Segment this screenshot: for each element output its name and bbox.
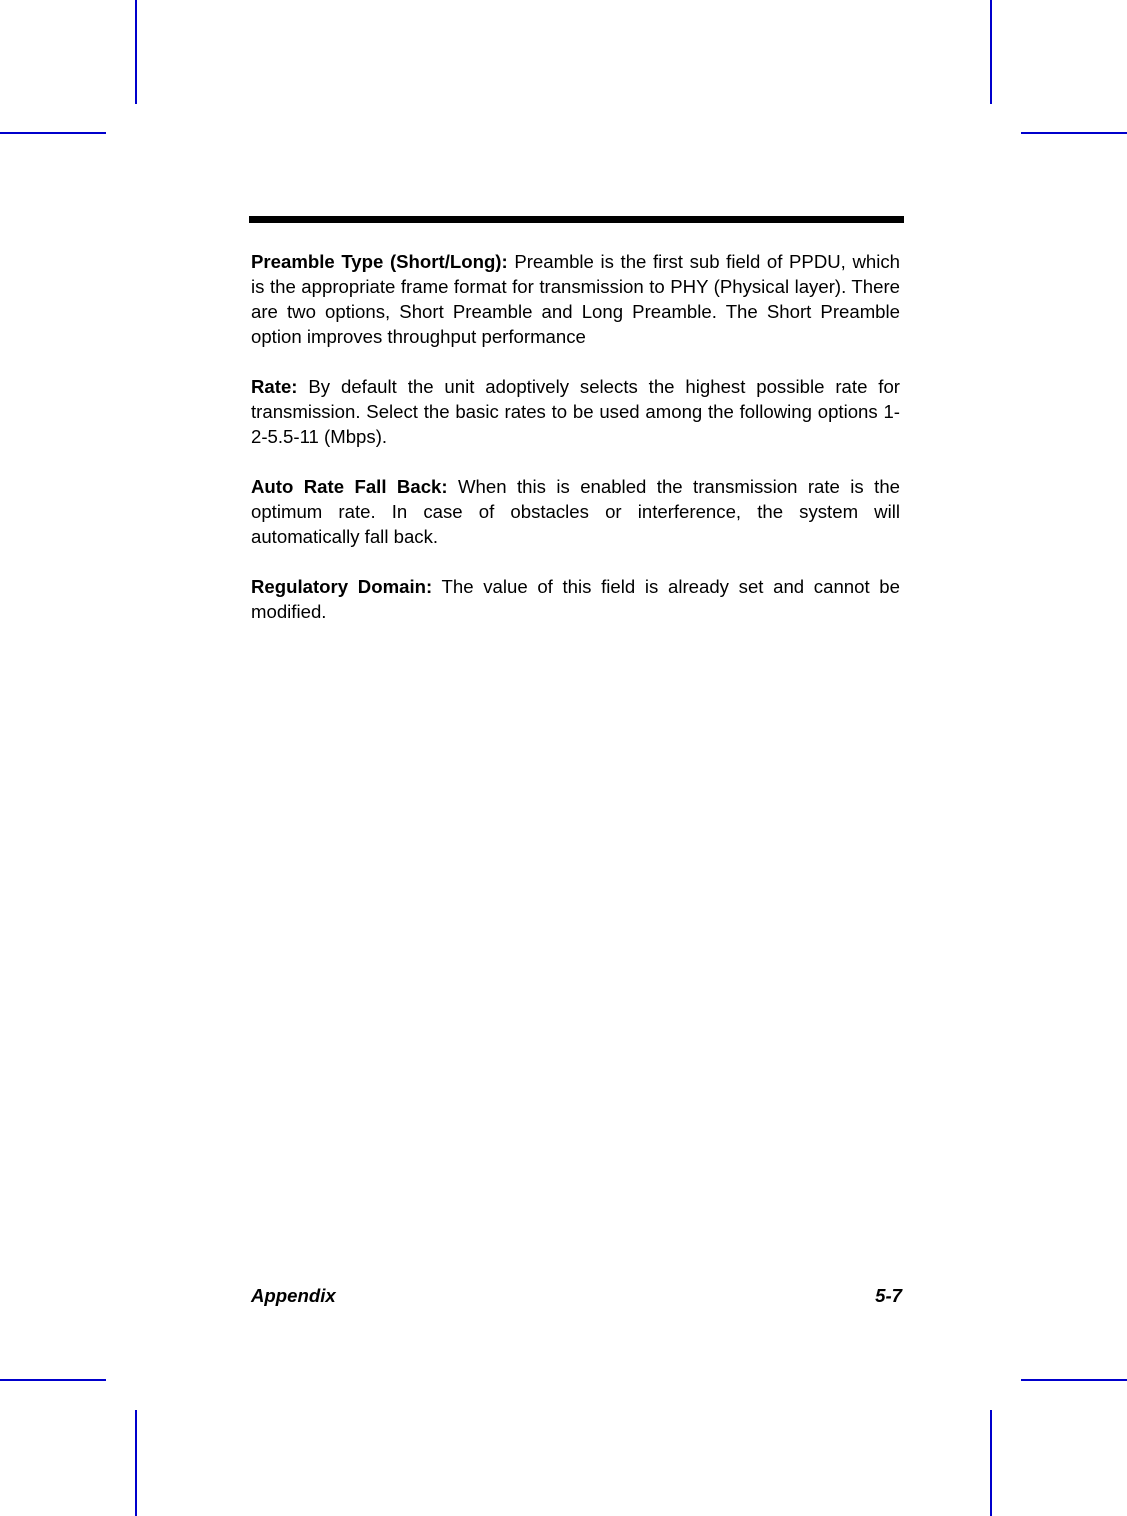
crop-mark-top-right-horizontal — [1021, 132, 1127, 134]
footer-page-number: 5-7 — [875, 1285, 902, 1306]
term-auto-rate-fall-back: Auto Rate Fall Back: — [251, 476, 448, 497]
paragraph-rate — [251, 374, 900, 449]
footer-section-title: Appendix — [251, 1285, 336, 1306]
description-rate: By default the unit adoptively selects the highest possible rate for transmission. Select the basic rates to be used among the following options 1-2-5.5-11 (Mbps). — [251, 376, 900, 447]
paragraph-preamble-type — [251, 249, 900, 349]
page-body — [251, 249, 900, 649]
crop-mark-bottom-right-horizontal — [1021, 1379, 1127, 1381]
paragraph-regulatory-domain — [251, 574, 900, 624]
crop-mark-bottom-left-horizontal — [0, 1379, 106, 1381]
term-preamble-type: Preamble Type (Short/Long): — [251, 251, 508, 272]
description-preamble-type: Preamble is the first sub field of PPDU, which is the appropriate frame format for transmission to PHY (Physical layer). There are two options, Short Preamble and Long Preamble. The Short Preamble option improves throughput performance — [251, 251, 900, 347]
crop-mark-top-left-horizontal — [0, 132, 106, 134]
page-footer — [251, 1284, 902, 1308]
header-rule — [249, 216, 904, 223]
crop-mark-bottom-right-vertical — [990, 1410, 992, 1516]
description-auto-rate-fall-back: When this is enabled the transmission rate is the optimum rate. In case of obstacles or interference, the system will automatically fall back. — [251, 476, 900, 547]
paragraph-auto-rate-fall-back — [251, 474, 900, 549]
crop-mark-bottom-left-vertical — [135, 1410, 137, 1516]
description-regulatory-domain: The value of this field is already set and cannot be modified. — [251, 576, 900, 622]
crop-mark-top-right-vertical — [990, 0, 992, 104]
term-rate: Rate: — [251, 376, 298, 397]
term-regulatory-domain: Regulatory Domain: — [251, 576, 433, 597]
crop-mark-top-left-vertical — [135, 0, 137, 104]
